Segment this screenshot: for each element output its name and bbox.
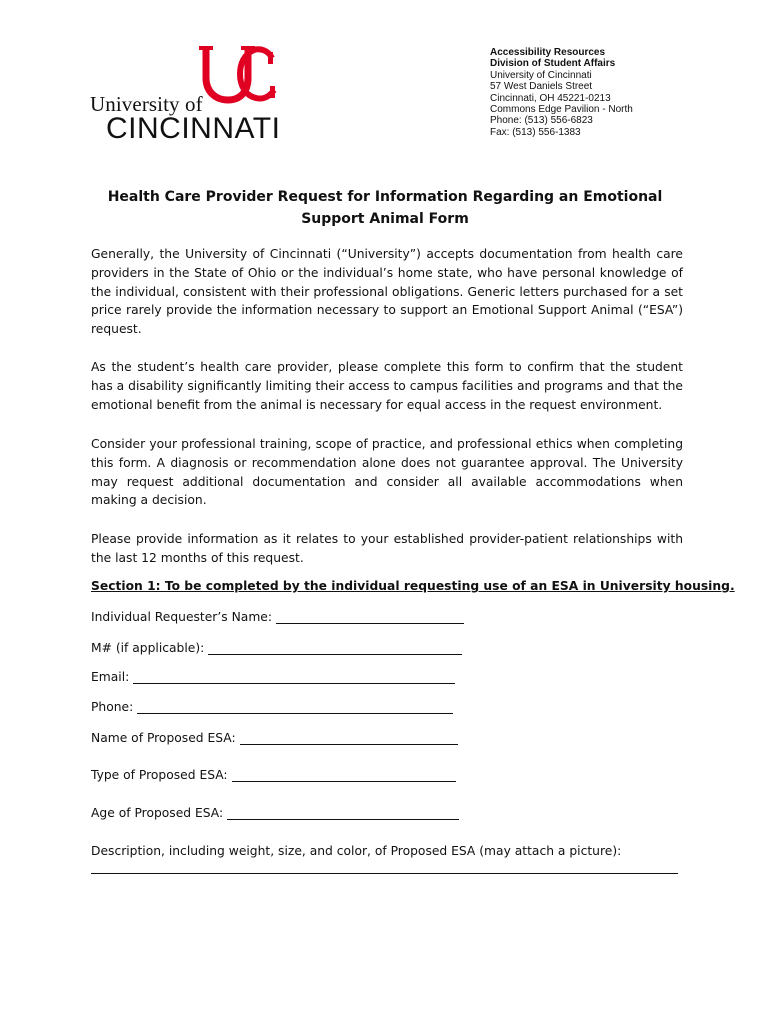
address-line-building: Commons Edge Pavilion - North [490, 104, 633, 116]
address-line-phone: Phone: (513) 556-6823 [490, 115, 593, 127]
logo-cincinnati: CINCINNATI [106, 112, 281, 145]
esa-description-label: Description, including weight, size, and color, of Proposed ESA (may attach a picture): [91, 844, 622, 858]
section-1-heading: Section 1: To be completed by the individual requesting use of an ESA in University housing. [91, 579, 735, 593]
esa-name-label: Name of Proposed ESA: [91, 731, 236, 745]
address-line-office: Accessibility Resources [490, 47, 606, 58]
esa-name-field [91, 727, 458, 745]
office-address [490, 47, 633, 138]
requester-name-input[interactable] [276, 610, 464, 624]
phone-label: Phone: [91, 700, 134, 714]
address-line-division: Division of Student Affairs [490, 58, 616, 70]
requester-name-label: Individual Requester’s Name: [91, 610, 273, 624]
esa-age-input[interactable] [227, 806, 459, 820]
esa-type-field [91, 764, 456, 782]
address-line-fax: Fax: (513) 556-1383 [490, 126, 581, 138]
intro-paragraph-4: Please provide information as it relates to your established provider-patient relationships with the last 12 months of this request. [91, 532, 683, 565]
esa-type-label: Type of Proposed ESA: [91, 768, 228, 782]
esa-description-input[interactable] [91, 873, 678, 874]
logo-university-of: University of [90, 92, 203, 116]
esa-type-input[interactable] [232, 768, 456, 782]
m-number-label: M# (if applicable): [91, 641, 205, 655]
email-field [91, 666, 455, 684]
m-number-input[interactable] [208, 641, 462, 655]
esa-name-input[interactable] [240, 731, 458, 745]
phone-field [91, 696, 453, 714]
address-line-street: 57 West Daniels Street [490, 81, 593, 93]
form-title: Health Care Provider Request for Information Regarding an Emotional Support Animal Form [107, 189, 663, 227]
email-input[interactable] [133, 670, 455, 684]
requester-name-field [91, 606, 464, 624]
phone-input[interactable] [137, 700, 453, 714]
intro-paragraph-1: Generally, the University of Cincinnati (“University”) accepts documentation from health care providers in the State of Ohio or the individual’s home state, who have personal knowledge of the individual, consistent with their professional obligations. Generic letters purchased for a set price rarely provide the information necessary to support an Emotional Support Animal (“ESA”) request. [91, 247, 683, 337]
esa-age-field [91, 802, 459, 820]
esa-description-field [91, 840, 621, 858]
address-line-university: University of Cincinnati [490, 69, 592, 81]
email-label: Email: [91, 670, 130, 684]
address-line-city: Cincinnati, OH 45221-0213 [490, 92, 611, 104]
university-logo [88, 44, 303, 144]
intro-paragraph-2: As the student’s health care provider, please complete this form to confirm that the student has a disability significantly limiting their access to campus facilities and programs and that the emotional benefit from the animal is necessary for equal access in the request environment. [91, 360, 683, 412]
uc-mark-icon [198, 44, 288, 104]
esa-age-label: Age of Proposed ESA: [91, 806, 224, 820]
m-number-field [91, 637, 462, 655]
intro-paragraph-3: Consider your professional training, scope of practice, and professional ethics when completing this form. A diagnosis or recommendation alone does not guarantee approval. The University may request additional documentation and consider all available accommodations when making a decision. [91, 437, 683, 508]
